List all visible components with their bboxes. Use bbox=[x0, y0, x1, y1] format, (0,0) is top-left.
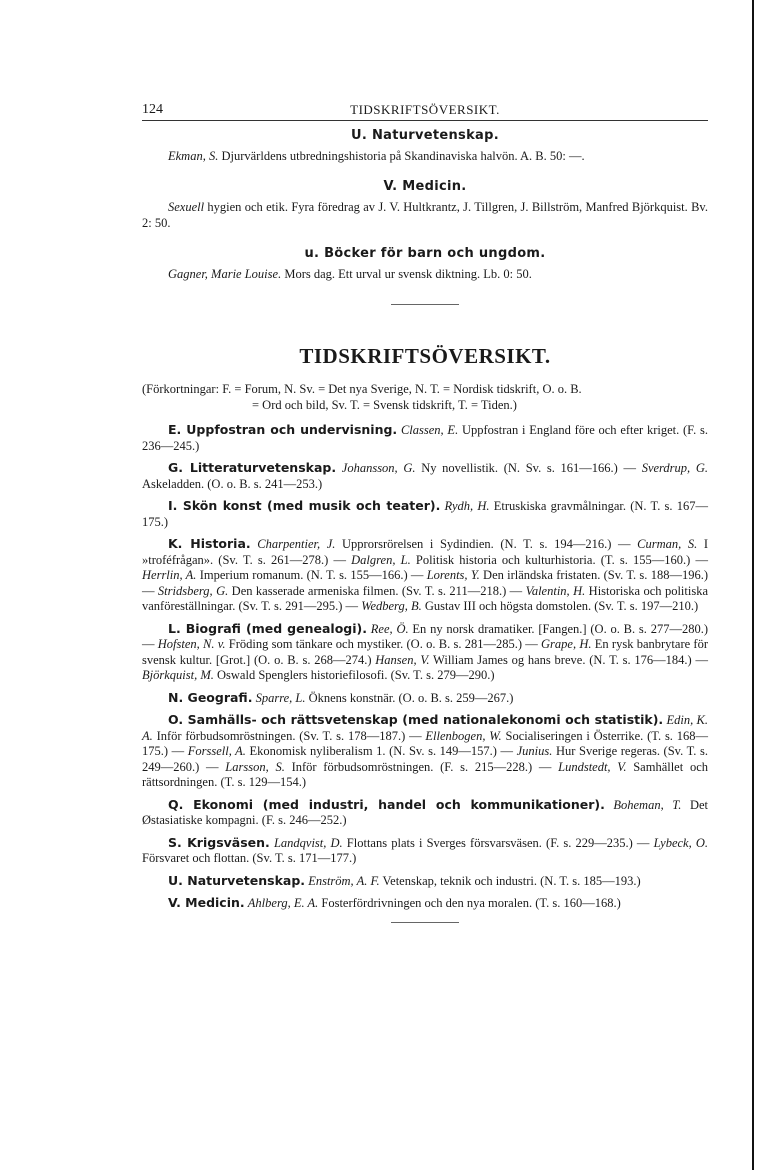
article-text: Etruskiska gravmålningar. (N. T. s. 167—175.) bbox=[142, 499, 708, 529]
running-title: TIDSKRIFTSÖVERSIKT. bbox=[350, 102, 500, 117]
author-name: Boheman, T. bbox=[613, 797, 682, 812]
article-text: Vetenskap, teknik och industri. (N. T. s. 185—193.) bbox=[379, 873, 641, 888]
article-text: En rysk banbrytare för svensk kultur. [Grot.] (O. o. B. s. 268—274.) bbox=[142, 637, 708, 667]
section-heading: V. Medicin. bbox=[168, 895, 245, 910]
author-name: Ree, Ö. bbox=[370, 621, 409, 636]
author-name: Hansen, V. bbox=[375, 652, 430, 667]
author-name: Sverdrup, G. bbox=[641, 461, 708, 475]
author-name: Charpentier, J. bbox=[257, 537, 336, 551]
author-name: Ahlberg, E. A. bbox=[247, 896, 319, 910]
article-text: Samhället och rättsordningen. (T. s. 129—154.) bbox=[142, 759, 708, 789]
article-text: Den kasserade armeniska filmen. (Sv. T. s. 211—218.) — bbox=[228, 583, 526, 598]
article-text: En ny norsk dramatiker. [Fangen.] (O. o. B. s. 277—280.) — bbox=[142, 621, 709, 651]
page-content bbox=[142, 126, 708, 923]
section-heading: U. Naturvetenskap. bbox=[351, 128, 499, 143]
author-name: Hofsten, N. v. bbox=[157, 637, 226, 651]
article-text: Oswald Spenglers historiefilosofi. (Sv. T. s. 279—290.) bbox=[213, 668, 495, 682]
author-name: Edin, K. A. bbox=[142, 713, 709, 743]
book-entry bbox=[142, 148, 708, 165]
article-text: Ny novellistik. (N. Sv. s. 161—166.) — bbox=[415, 461, 642, 475]
section-heading: E. Uppfostran och undervisning. bbox=[168, 422, 398, 437]
periodical-section bbox=[142, 498, 708, 530]
periodical-section bbox=[142, 895, 708, 912]
section-heading: O. Samhälls- och rättsvetenskap (med nationalekonomi och statistik). bbox=[168, 712, 664, 727]
author-name: Valentin, H. bbox=[525, 583, 586, 598]
author-name: Sexuell bbox=[168, 199, 205, 214]
section-heading: N. Geografi. bbox=[168, 689, 253, 705]
periodical-section bbox=[142, 460, 708, 492]
section-heading: G. Litteraturvetenskap. bbox=[168, 460, 337, 475]
article-text: Socialiseringen i Österrike. (T. s. 168—175.) — bbox=[142, 728, 708, 758]
periodicals-title: TIDSKRIFTSÖVERSIKT. bbox=[299, 344, 551, 368]
entry-text: hygien och etik. Fyra föredrag av J. V. Hultkrantz, J. Tillgren, J. Billström, Manfred Björkquist. Bv. 2: 50. bbox=[142, 199, 708, 230]
section-heading: V. Medicin. bbox=[383, 178, 467, 194]
article-text: Inför förbudsomröstningen. (Sv. T. s. 178—187.) — bbox=[152, 728, 426, 743]
article-text: I »troféfrågan». (Sv. T. s. 261—278.) — bbox=[142, 537, 709, 567]
author-name: Landqvist, D. bbox=[273, 835, 343, 850]
article-text: Fosterfördrivningen och den nya moralen. (T. s. 160—168.) bbox=[318, 896, 621, 910]
author-name: Enström, A. F. bbox=[308, 873, 380, 888]
article-text: Imperium romanum. (N. T. s. 155—166.) — bbox=[196, 568, 427, 582]
author-name: Ellenbogen, W. bbox=[425, 728, 502, 743]
author-name: Rydh, H. bbox=[444, 499, 490, 513]
divider-bottom bbox=[391, 922, 459, 923]
entry-text: Mors dag. Ett urval ur svensk diktning. Lb. 0: 50. bbox=[281, 266, 532, 281]
article-text: William James og hans breve. (N. T. s. 176—184.) — bbox=[429, 652, 708, 667]
periodical-section bbox=[142, 621, 708, 684]
author-name: Wedberg, B. bbox=[361, 599, 422, 613]
abbreviations bbox=[142, 381, 708, 413]
periodical-section bbox=[142, 690, 708, 707]
author-name: Classen, E. bbox=[400, 423, 459, 437]
periodical-section bbox=[142, 797, 708, 829]
book-list bbox=[142, 126, 708, 282]
abbreviations-line-2: = Ord och bild, Sv. T. = Svensk tidskrift, T. = Tiden.) bbox=[252, 398, 517, 412]
author-name: Stridsberg, G. bbox=[157, 583, 229, 598]
section-heading: K. Historia. bbox=[168, 536, 251, 551]
author-name: Herrlin, A. bbox=[142, 568, 197, 582]
author-name: Curman, S. bbox=[637, 537, 698, 551]
article-text: Flottans plats i Sverges försvarsväsen. (F. s. 229—235.) — bbox=[342, 835, 654, 850]
page-header bbox=[142, 100, 708, 121]
article-text: Gustav III och högsta domstolen. (Sv. T. s. 197—210.) bbox=[421, 599, 699, 613]
section-heading: I. Skön konst (med musik och teater). bbox=[168, 498, 441, 513]
author-name: Gagner, Marie Louise. bbox=[168, 266, 282, 281]
periodical-section bbox=[142, 712, 708, 791]
section-heading: S. Krigsväsen. bbox=[168, 834, 270, 850]
periodical-sections bbox=[142, 422, 708, 912]
author-name: Larsson, S. bbox=[225, 759, 285, 774]
article-text: Det Østasiatiske kompagni. (F. s. 246—252.) bbox=[142, 797, 708, 827]
article-text: Hur Sverige regeras. (Sv. T. s. 249—260.) — bbox=[142, 744, 709, 774]
periodical-section bbox=[142, 536, 708, 615]
author-name: Dalgren, L. bbox=[351, 552, 411, 567]
author-name: Björkquist, M. bbox=[142, 668, 214, 682]
author-name: Johansson, G. bbox=[341, 461, 416, 475]
author-name: Grape, H. bbox=[541, 637, 592, 651]
author-name: Forssell, A. bbox=[187, 744, 246, 758]
article-text: Den irländska fristaten. (Sv. T. s. 188—196.) — bbox=[142, 568, 708, 598]
article-text: Ekonomisk nyliberalism 1. (N. Sv. s. 149—157.) — bbox=[245, 744, 517, 758]
article-text: Askeladden. (O. o. B. s. 241—253.) bbox=[142, 476, 323, 491]
author-name: Lorents, Y. bbox=[426, 568, 480, 582]
section-heading: U. Naturvetenskap. bbox=[168, 872, 306, 888]
article-text: Uppfostran i England före och efter kriget. (F. s. 236—245.) bbox=[142, 423, 709, 453]
article-text: Inför förbudsomröstningen. (F. s. 215—228.) — bbox=[284, 759, 559, 774]
scan-edge bbox=[752, 0, 754, 1170]
abbreviations-line-1: (Förkortningar: F. = Forum, N. Sv. = Det nya Sverige, N. T. = Nordisk tidskrift, O. o. B. bbox=[142, 382, 582, 396]
periodical-section bbox=[142, 835, 708, 867]
book-entry bbox=[142, 266, 708, 283]
article-text: Politisk historia och kulturhistoria. (T. s. 155—160.) — bbox=[410, 552, 708, 567]
author-name: Lundstedt, V. bbox=[558, 759, 627, 774]
article-text: Försvaret och flottan. (Sv. T. s. 171—177.) bbox=[142, 851, 357, 865]
author-name: Ekman, S. bbox=[168, 149, 219, 163]
section-heading: Q. Ekonomi (med industri, handel och kommunikationer). bbox=[168, 796, 605, 812]
article-text: Öknens konstnär. (O. o. B. s. 259—267.) bbox=[305, 690, 514, 705]
periodical-section bbox=[142, 422, 708, 454]
author-name: Lybeck, O. bbox=[653, 835, 709, 850]
book-entry bbox=[142, 199, 708, 232]
section-heading: u. Böcker för barn och ungdom. bbox=[304, 245, 546, 261]
article-text: Historiska och politiska vanföreställningar. (Sv. T. s. 291—295.) — bbox=[142, 583, 708, 613]
article-text: Upprorsrörelsen i Sydindien. (N. T. s. 194—216.) — bbox=[335, 537, 638, 551]
article-text: Fröding som tänkare och mystiker. (O. o. B. s. 281—285.) — bbox=[225, 637, 542, 651]
page-number: 124 bbox=[142, 102, 163, 117]
author-name: Junius. bbox=[516, 744, 553, 758]
section-heading: L. Biografi (med genealogi). bbox=[168, 620, 367, 636]
author-name: Sparre, L. bbox=[255, 690, 306, 705]
entry-text: Djurvärldens utbredningshistoria på Skandinaviska halvön. A. B. 50: —. bbox=[218, 149, 585, 163]
periodical-section bbox=[142, 873, 708, 890]
